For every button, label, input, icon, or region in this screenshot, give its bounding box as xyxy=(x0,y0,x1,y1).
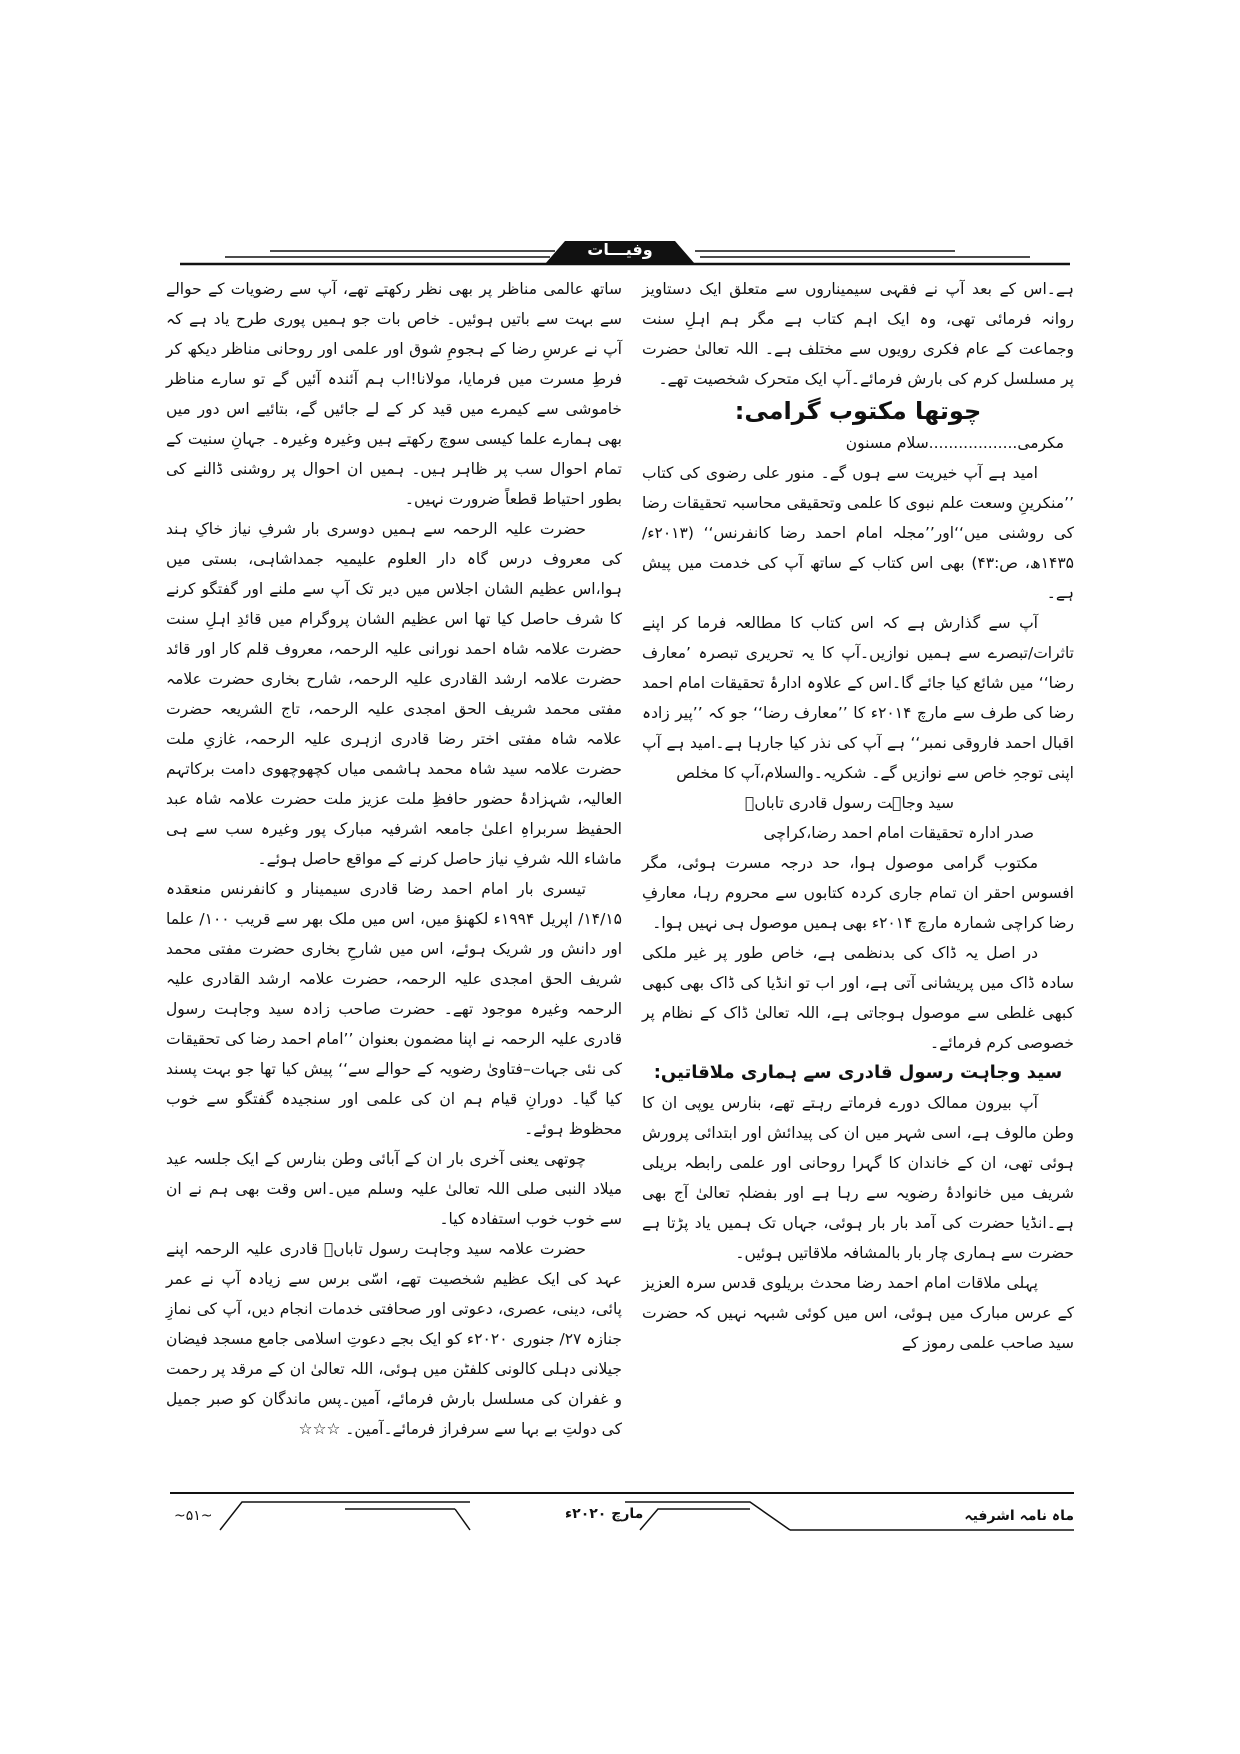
meetings-paragraph: پہلی ملاقات امام احمد رضا محدث بریلوی قدس سرہ العزیز کے عرس مبارک میں ہوئی، اس میں کوئی شبہہ نہیں کہ حضرت سید صاحب علمی رموز کے xyxy=(642,1274,1074,1352)
right-column xyxy=(642,274,1074,1358)
letter-salutation: مکرمی..................سلام مسنون xyxy=(845,434,1064,452)
body-paragraph: چوتھی یعنی آخری بار ان کے آبائی وطن بنارس کے ایک جلسہ عید میلاد النبی صلی اللہ تعالیٰ علیہ وسلم میں۔اس وقت بھی ہم نے ان سے خوب خوب استفادہ کیا۔ xyxy=(166,1150,622,1228)
reply-paragraph: در اصل یہ ڈاک کی بدنظمی ہے، خاص طور پر غیر ملکی سادہ ڈاک میں پریشانی آتی ہے، اور اب تو انڈیا کی ڈاک بھی کبھی کبھی غلطی سے موصول ہوجاتی ہے، اللہ تعالیٰ ڈاک کے نظام پر خصوصی کرم فرمائے۔ xyxy=(642,944,1074,1052)
issue-date: مارچ ۲۰۲۰ء xyxy=(565,1506,644,1522)
left-column xyxy=(166,274,622,1444)
body-paragraph: تیسری بار امام احمد رضا قادری سیمینار و کانفرنس منعقدہ ۱۴/۱۵/ اپریل ۱۹۹۴ء لکھنؤ میں، اس میں ملک بھر سے قریب ۱۰۰/ علما اور دانش ور شریک ہوئے، اس میں شارحِ بخاری حضرت مفتی محمد شریف الحق امجدی علیہ الرحمہ، حضرت علامہ ارشد القادری علیہ الرحمہ وغیرہ موجود تھے۔ حضرت صاحب زادہ سید وجاہت رسول قادری علیہ الرحمہ نے اپنا مضمون بعنوان ’’امام احمد رضا کی تحقیقات کی نئی جہات–فتاویٰ رضویہ کے حوالے سے‘‘ پیش کیا تھا جو بہت پسند کیا گیا۔ دورانِ قیام ہم ان کی علمی اور سنجیدہ گفتگو سے خوب محظوظ ہوئے۔ xyxy=(166,880,622,1138)
signature-title: صدر ادارہ تحقیقات امام احمد رضا،کراچی xyxy=(763,824,1034,842)
letter-paragraph: امید ہے آپ خیریت سے ہوں گے۔ منور علی رضوی کی کتاب ’’منکرینِ وسعت علم نبوی کا علمی وتحقیقی محاسبہ تحقیقات رضا کی روشنی میں‘‘اور’’مجلہ امام احمد رضا کانفرنس‘‘ (۲۰۱۳ء/۱۴۳۵ھ، ص:۴۳) بھی اس کتاب کے ساتھ آپ کی خدمت میں پیش ہے۔ xyxy=(642,464,1074,602)
magazine-name: ماہ نامہ اشرفیہ xyxy=(964,1508,1074,1524)
body-paragraph: حضرت علیہ الرحمہ سے ہمیں دوسری بار شرفِ نیاز خاکِ ہند کی معروف درس گاہ دار العلوم علیمیہ جمداشاہی، بستی میں ہوا،اس عظیم الشان اجلاس میں دیر تک آپ سے ملنے اور گفتگو کرنے کا شرف حاصل کیا تھا اس عظیم الشان پروگرام میں قائدِ اہلِ سنت حضرت علامہ شاہ احمد نورانی علیہ الرحمہ، معروف قلم کار اور قائد حضرت علامہ ارشد القادری علیہ الرحمہ، شارح بخاری حضرت علامہ مفتی محمد شریف الحق امجدی علیہ الرحمہ، تاج الشریعہ حضرت علامہ شاہ مفتی اختر رضا قادری ازہری علیہ الرحمہ، غازیِ ملت حضرت علامہ سید شاہ محمد ہاشمی میاں کچھوچھوی دامت برکاتہم العالیہ، شہزادۂ حضور حافظِ ملت عزیز ملت حضرت علامہ شاہ عبد الحفیظ سربراہِ اعلیٰ جامعہ اشرفیہ مبارک پور وغیرہ سب سے ہی ماشاء اللہ شرفِ نیاز حاصل کرنے کے مواقع حاصل ہوئے۔ xyxy=(166,520,622,868)
signature-name: سید وجاہت رسول قادری تاباںؔ xyxy=(745,794,954,812)
section-title: وفیـــات xyxy=(587,240,653,259)
section-header xyxy=(170,238,1070,268)
page-footer xyxy=(170,1492,1074,1532)
body-paragraph: ساتھ عالمی مناظر پر بھی نظر رکھتے تھے، آپ سے رضویات کے حوالے سے بہت سے باتیں ہوئیں۔ خاص بات جو ہمیں پوری طرح یاد ہے کہ آپ نے عرسِ رضا کے ہجومِ شوق اور علمی اور روحانی مناظر دیکھ کر فرطِ مسرت میں فرمایا، مولانا!اب ہم آئندہ آئیں گے تو سارے مناظر خاموشی سے کیمرے میں قید کر کے لے جائیں گے، بتائیے اس دور میں بھی ہمارے علما کیسی سوچ رکھتے ہیں وغیرہ وغیرہ۔ جہانِ سنیت کے تمام احوال سب پر ظاہر ہیں۔ ہمیں ان احوال پر روشنی ڈالنے کی بطور احتیاط قطعاً ضرورت نہیں۔ xyxy=(166,280,622,508)
meetings-paragraph: آپ بیرون ممالک دورے فرماتے رہتے تھے، بنارس یوپی ان کا وطن مالوف ہے، اسی شہر میں ان کی پیدائش اور ابتدائی پرورش ہوئی تھی، ان کے خاندان کا گہرا روحانی اور علمی رابطہ بریلی شریف میں خانوادۂ رضویہ سے رہا ہے اور بفضلہٖ تعالیٰ آج بھی ہے۔انڈیا حضرت کی آمد بار بار ہوئی، جہاں تک ہمیں یاد پڑتا ہے حضرت سے ہماری چار بار بالمشافہ ملاقاتیں ہوئیں۔ xyxy=(642,1094,1074,1262)
body-paragraph: حضرت علامہ سید وجاہت رسول تاباںؔ قادری علیہ الرحمہ اپنے عہد کی ایک عظیم شخصیت تھے، اسّی برس سے زیادہ آپ نے عمر پائی، دینی، عصری، دعوتی اور صحافتی خدمات انجام دیں، آپ کی نمازِ جنازہ ۲۷/ جنوری ۲۰۲۰ء کو ایک بجے دعوتِ اسلامی جامع مسجد فیضان جیلانی دہلی کالونی کلفٹن میں ہوئی، اللہ تعالیٰ ان کے مرقد پر رحمت و غفران کی مسلسل بارش فرمائے، آمین۔پس ماندگان کو صبر جمیل کی دولتِ بے بہا سے سرفراز فرمائے۔آمین۔ ☆☆☆ xyxy=(166,1240,622,1438)
page-number: ~۵۱~ xyxy=(174,1508,213,1524)
letter-heading: چوتھا مکتوب گرامی: xyxy=(734,397,982,425)
intro-paragraph: ہے۔اس کے بعد آپ نے فقہی سیمیناروں سے متعلق ایک دستاویز روانہ فرمائی تھی، وہ ایک اہم کتاب ہے مگر ہم اہلِ سنت وجماعت کے عام فکری رویوں سے مختلف ہے۔ اللہ تعالیٰ حضرت پر مسلسل کرم کی بارش فرمائے۔آپ ایک متحرک شخصیت تھے۔ xyxy=(642,280,1074,388)
meetings-heading: سید وجاہت رسول قادری سے ہماری ملاقاتیں: xyxy=(653,1062,1063,1083)
reply-paragraph: مکتوب گرامی موصول ہوا، حد درجہ مسرت ہوئی، مگر افسوس احقر ان تمام جاری کردہ کتابوں سے محروم رہا، معارفِ رضا کراچی شمارہ مارچ ۲۰۱۴ء بھی ہمیں موصول ہی نہیں ہوا۔ xyxy=(642,854,1074,932)
letter-paragraph: آپ سے گذارش ہے کہ اس کتاب کا مطالعہ فرما کر اپنے تاثرات/تبصرے سے ہمیں نوازیں۔آپ کا یہ تحریری تبصرہ ’معارف رضا‘‘ میں شائع کیا جائے گا۔اس کے علاوہ ادارۂ تحقیقات امام احمد رضا کی طرف سے مارچ ۲۰۱۴ء کا ’’معارف رضا‘‘ جو کہ ’’پیر زادہ اقبال احمد فاروقی نمبر‘‘ ہے آپ کی نذر کیا جارہا ہے۔امید ہے آپ اپنی توجہِ خاص سے نوازیں گے۔ شکریہ۔والسلام،آپ کا مخلص xyxy=(642,614,1074,782)
